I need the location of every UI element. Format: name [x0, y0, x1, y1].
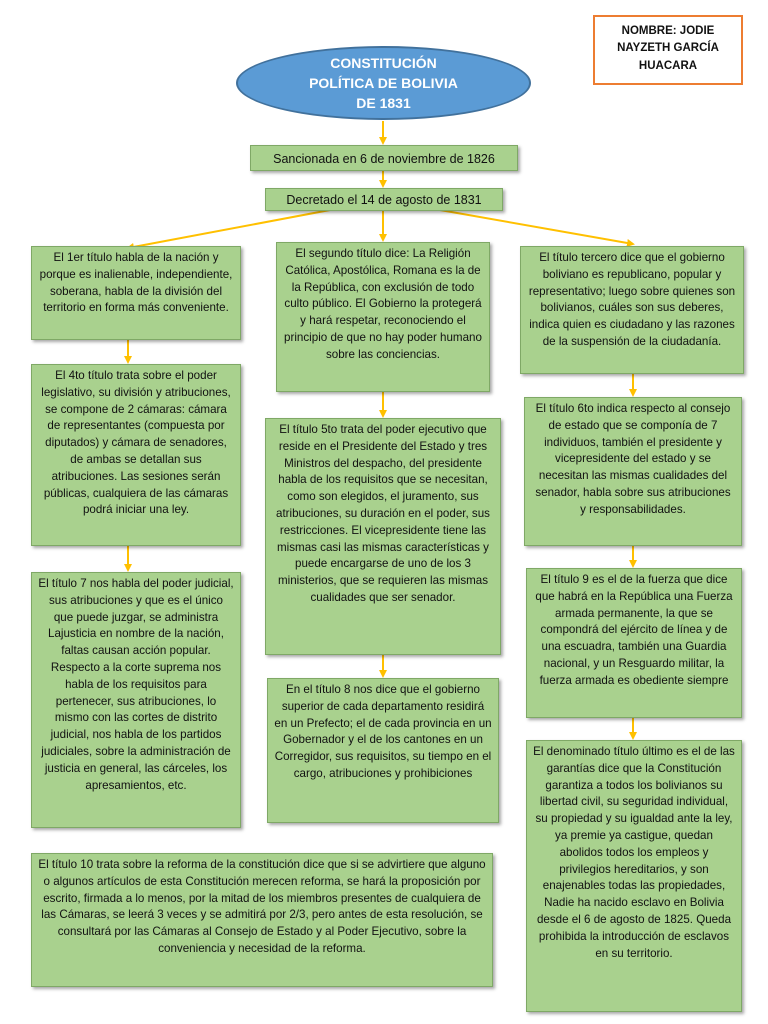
titulo-10-text: El título 10 trata sobre la reforma de la constitución dice que si se advirtiere que alguno o algunos artículos de esta Constitución merecen reforma, se hará la proposición por escrito, firmada a lo menos, por la mitad de los miembros presentes de cualquiera de las Cámaras, se leerá 3 veces y se admitirá por 2/3, pero antes de esta resolución, se consultará por las Cámaras al Consejo de Estado y al Poder Ejecutivo, sobre la conveniencia y necesidad de la reforma.	[38, 858, 486, 955]
main-title-ellipse	[236, 46, 531, 120]
titulo-3-box	[520, 246, 744, 374]
arrow-decretado-to-t3	[440, 210, 633, 244]
decretado-box	[265, 188, 503, 211]
titulo-4-box	[31, 364, 241, 546]
titulo-6-box	[524, 397, 742, 546]
titulo-2-text: El segundo título dice: La Religión Católica, Apostólica, Romana es la de la República, con exclusión de todo culto público. El Gobierno la protegerá y hará respetar, reconociendo el principio de que no hay poder humano sobre las conciencias.	[284, 247, 482, 361]
titulo-7-box	[31, 572, 241, 828]
author-name-box	[593, 15, 743, 85]
titulo-ultimo-text: El denominado título último es el de las garantías dice que la Constitución garantiza a todos los bolivianos su libertad civil, su seguridad individual, su propiedad y su igualdad ante la ley, ya premie ya castigue, quedan abolidos todos los empleos y privilegios hereditarios, y son enajenables todas las propiedades, Nadie ha nacido esclavo en Bolivia desde el 6 de agosto de 1825. Queda prohibida la introducción de esclavos en su territorio.	[533, 745, 735, 960]
titulo-2-box	[276, 242, 490, 392]
titulo-9-text: El título 9 es el de la fuerza que dice que habrá en la República una Fuerza armada permanente, la que se compondrá del ejército de línea y de una escuadra, también una Guardia nacional, y un Resguardo militar, la fuerza armada es obediente siempre	[535, 573, 733, 687]
decretado-text: Decretado el 14 de agosto de 1831	[286, 193, 482, 207]
main-title: CONSTITUCIÓN POLÍTICA DE BOLIVIA DE 1831	[309, 54, 458, 112]
sancionada-box	[250, 145, 518, 171]
titulo-ultimo-box	[526, 740, 742, 1012]
titulo-6-text: El título 6to indica respecto al consejo de estado que se componía de 7 individuos, también el presidente y vicepresidente del estado y se necesitan las mismas cualidades del senador, habla sobre sus atribuciones y responsabilidades.	[535, 402, 731, 516]
titulo-1-box	[31, 246, 241, 340]
titulo-8-text: En el título 8 nos dice que el gobierno superior de cada departamento residirá en un Prefecto; el de cada provincia en un Gobernador y el de los cantones en un Corregidor, sus requisitos, su tiempo en el cargo, atribuciones y prohibiciones	[274, 683, 492, 780]
titulo-3-text: El título tercero dice que el gobierno boliviano es republicano, popular y representativo; luego sobre quienes son bolivianos, cuáles son sus deberes, indica quien es ciudadano y las razones de la suspensión de la ciudadanía.	[528, 251, 736, 348]
sancionada-text: Sancionada en 6 de noviembre de 1826	[273, 152, 495, 166]
titulo-8-box	[267, 678, 499, 823]
titulo-5-box	[265, 418, 501, 655]
titulo-5-text: El título 5to trata del poder ejecutivo que reside en el Presidente del Estado y tres Ministros del despacho, del presidente habla de los requisitos que se necesitan, como son elegidos, el juramento, sus atribuciones, su duración en el poder, sus restricciones. El vicepresidente tiene las mismas casi las mismas características y puede encargarse de uno de los 3 ministerios, que se requieren las mismas cualidades que ser senador.	[276, 423, 490, 604]
titulo-9-box	[526, 568, 742, 718]
titulo-4-text: El 4to título trata sobre el poder legislativo, su división y atribuciones, se compone de 2 cámaras: cámara de representantes (compuesta por diputados) y cámara de senadores, de ambas se detallan sus atribuciones. Las sesiones serán públicas, cualquiera de las cámaras podrá iniciar una ley.	[41, 369, 231, 517]
titulo-1-text: El 1er título habla de la nación y porque es inalienable, independiente, soberana, habla de la división del territorio en forma más conveniente.	[39, 251, 233, 315]
titulo-10-box	[31, 853, 493, 987]
author-name: NOMBRE: JODIE NAYZETH GARCÍA HUACARA	[617, 25, 719, 72]
titulo-7-text: El título 7 nos habla del poder judicial, sus atribuciones y que es el único que puede juzgar, se administra Lajusticia en nombre de la nación, faltas causan acción popular. Respecto a la corte suprema nos habla de los requisitos para pertenecer, sus atribuciones, lo mismo con las cortes de distrito judicial, nos habla de los partidos judiciales, sobre la administración de justicia en general, las cárceles, los apresamientos, etc.	[38, 577, 234, 792]
